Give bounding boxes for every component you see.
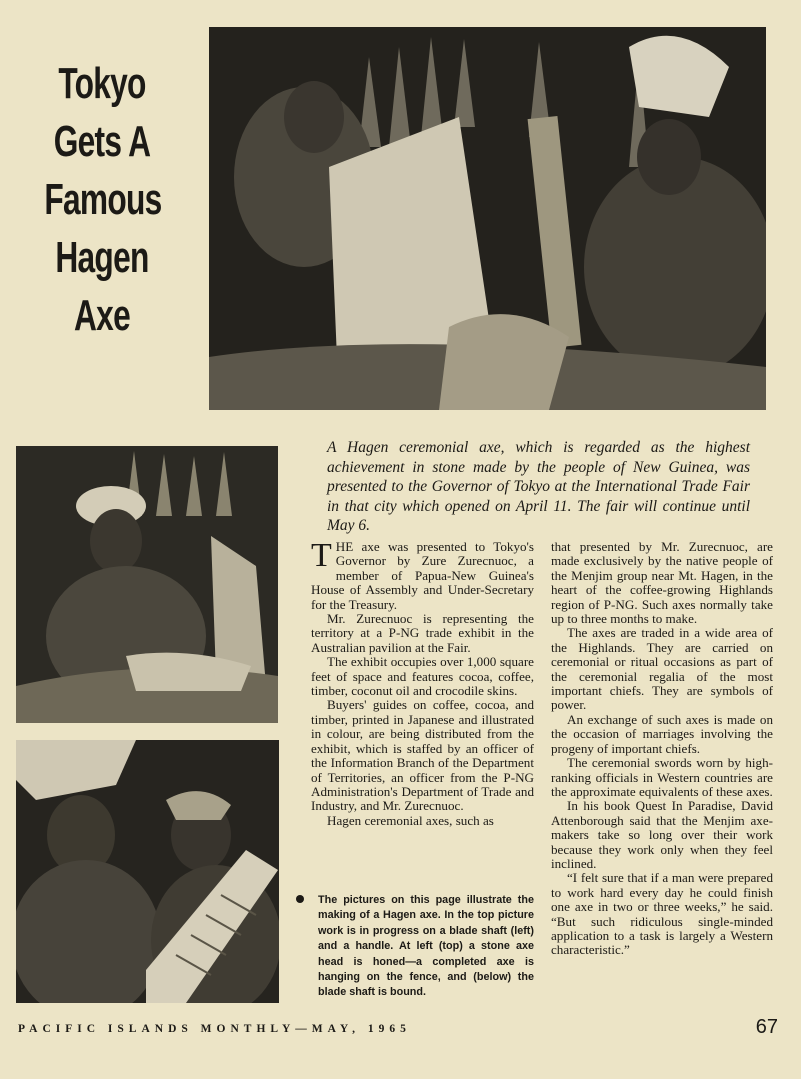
headline-line: Gets A xyxy=(53,117,151,166)
intro-standfirst: A Hagen ceremonial axe, which is regarded as the highest achievement in stone made by the people of New Guinea, was presented to the Governor of Tokyo at the International Trade Fair in that city which opened on April 11. The fair will continue until May 6. xyxy=(327,439,750,534)
headline-line: Axe xyxy=(74,291,130,340)
bullet-icon xyxy=(296,895,304,903)
page-footer xyxy=(18,1016,778,1040)
magazine-issue: PACIFIC ISLANDS MONTHLY—MAY, 1965 xyxy=(18,1023,411,1035)
headline-line: Tokyo xyxy=(58,59,146,108)
article-paragraph: Buyers' guides on coffee, cocoa, and timber, printed in Japanese and illustrated in colour, are being distributed from the exhibit, which is staffed by an officer of the Information Branch of the Department of Territories, an officer from the P-NG Administration's Department of Trade and Industry, and Mr. Zurecnuoc. xyxy=(311,697,534,814)
article-paragraph: “I felt sure that if a man were prepared to work hard every day he could finish one axe in two or three weeks,” he said. “But such ridiculous single-minded application to a task is largely a Western characteristic.” xyxy=(551,870,773,958)
article-column-1 xyxy=(311,537,534,828)
photo-axe-honing xyxy=(16,446,278,723)
page-number: 67 xyxy=(755,1016,778,1038)
article-paragraph: THE axe was presented to Tokyo's Governor by Zure Zurecnuoc, a member of Papua-New Guinea's House of Assembly and Under-Secretary for the Treasury. xyxy=(311,537,534,612)
article-paragraph: The axes are traded in a wide area of the Highlands. They are carried on ceremonial or ritual occasions as part of the ceremonial regalia of the most important chiefs. They are symbols of power. xyxy=(551,625,773,713)
photo-caption: The pictures on this page illustrate the making of a Hagen axe. In the top picture work is in progress on a blade shaft (left) and a handle. At left (top) a stone axe head is honed—a completed axe is hanging on the fence, and (below) the blade shaft is bound. xyxy=(318,893,534,1001)
article-paragraph: In his book Quest In Paradise, David Attenborough said that the Menjim axe-makers take so long over their work because they work only when they feel inclined. xyxy=(551,798,773,871)
headline-line: Hagen xyxy=(55,233,149,282)
article-paragraph: that presented by Mr. Zurecnuoc, are made exclusively by the native people of the Menjim group near Mt. Hagen, in the heart of the coffee-growing Highlands region of P-NG. Such axes normally take up to three months to make. xyxy=(551,539,773,627)
headline-line: Famous xyxy=(44,175,162,224)
article-paragraph: Hagen ceremonial axes, such as xyxy=(327,812,494,828)
article-paragraph: An exchange of such axes is made on the occasion of marriages involving the progeny of important chiefs. xyxy=(551,711,773,756)
article-paragraph: Mr. Zurecnuoc is representing the territory at a P-NG trade exhibit in the Australian pavilion at the Fair. xyxy=(311,611,534,655)
drop-cap: T xyxy=(311,537,332,574)
photo-axe-carving xyxy=(209,27,766,410)
article-paragraph: The exhibit occupies over 1,000 square feet of space and features cocoa, coffee, timber, coconut oil and crocodile skins. xyxy=(311,654,534,699)
article-paragraph: The ceremonial swords worn by high-ranking officials in Western countries are the approximate equivalents of these axes. xyxy=(551,755,773,799)
photo-shaft-binding xyxy=(16,740,279,1003)
article-column-2 xyxy=(551,540,773,958)
headline xyxy=(44,55,162,345)
